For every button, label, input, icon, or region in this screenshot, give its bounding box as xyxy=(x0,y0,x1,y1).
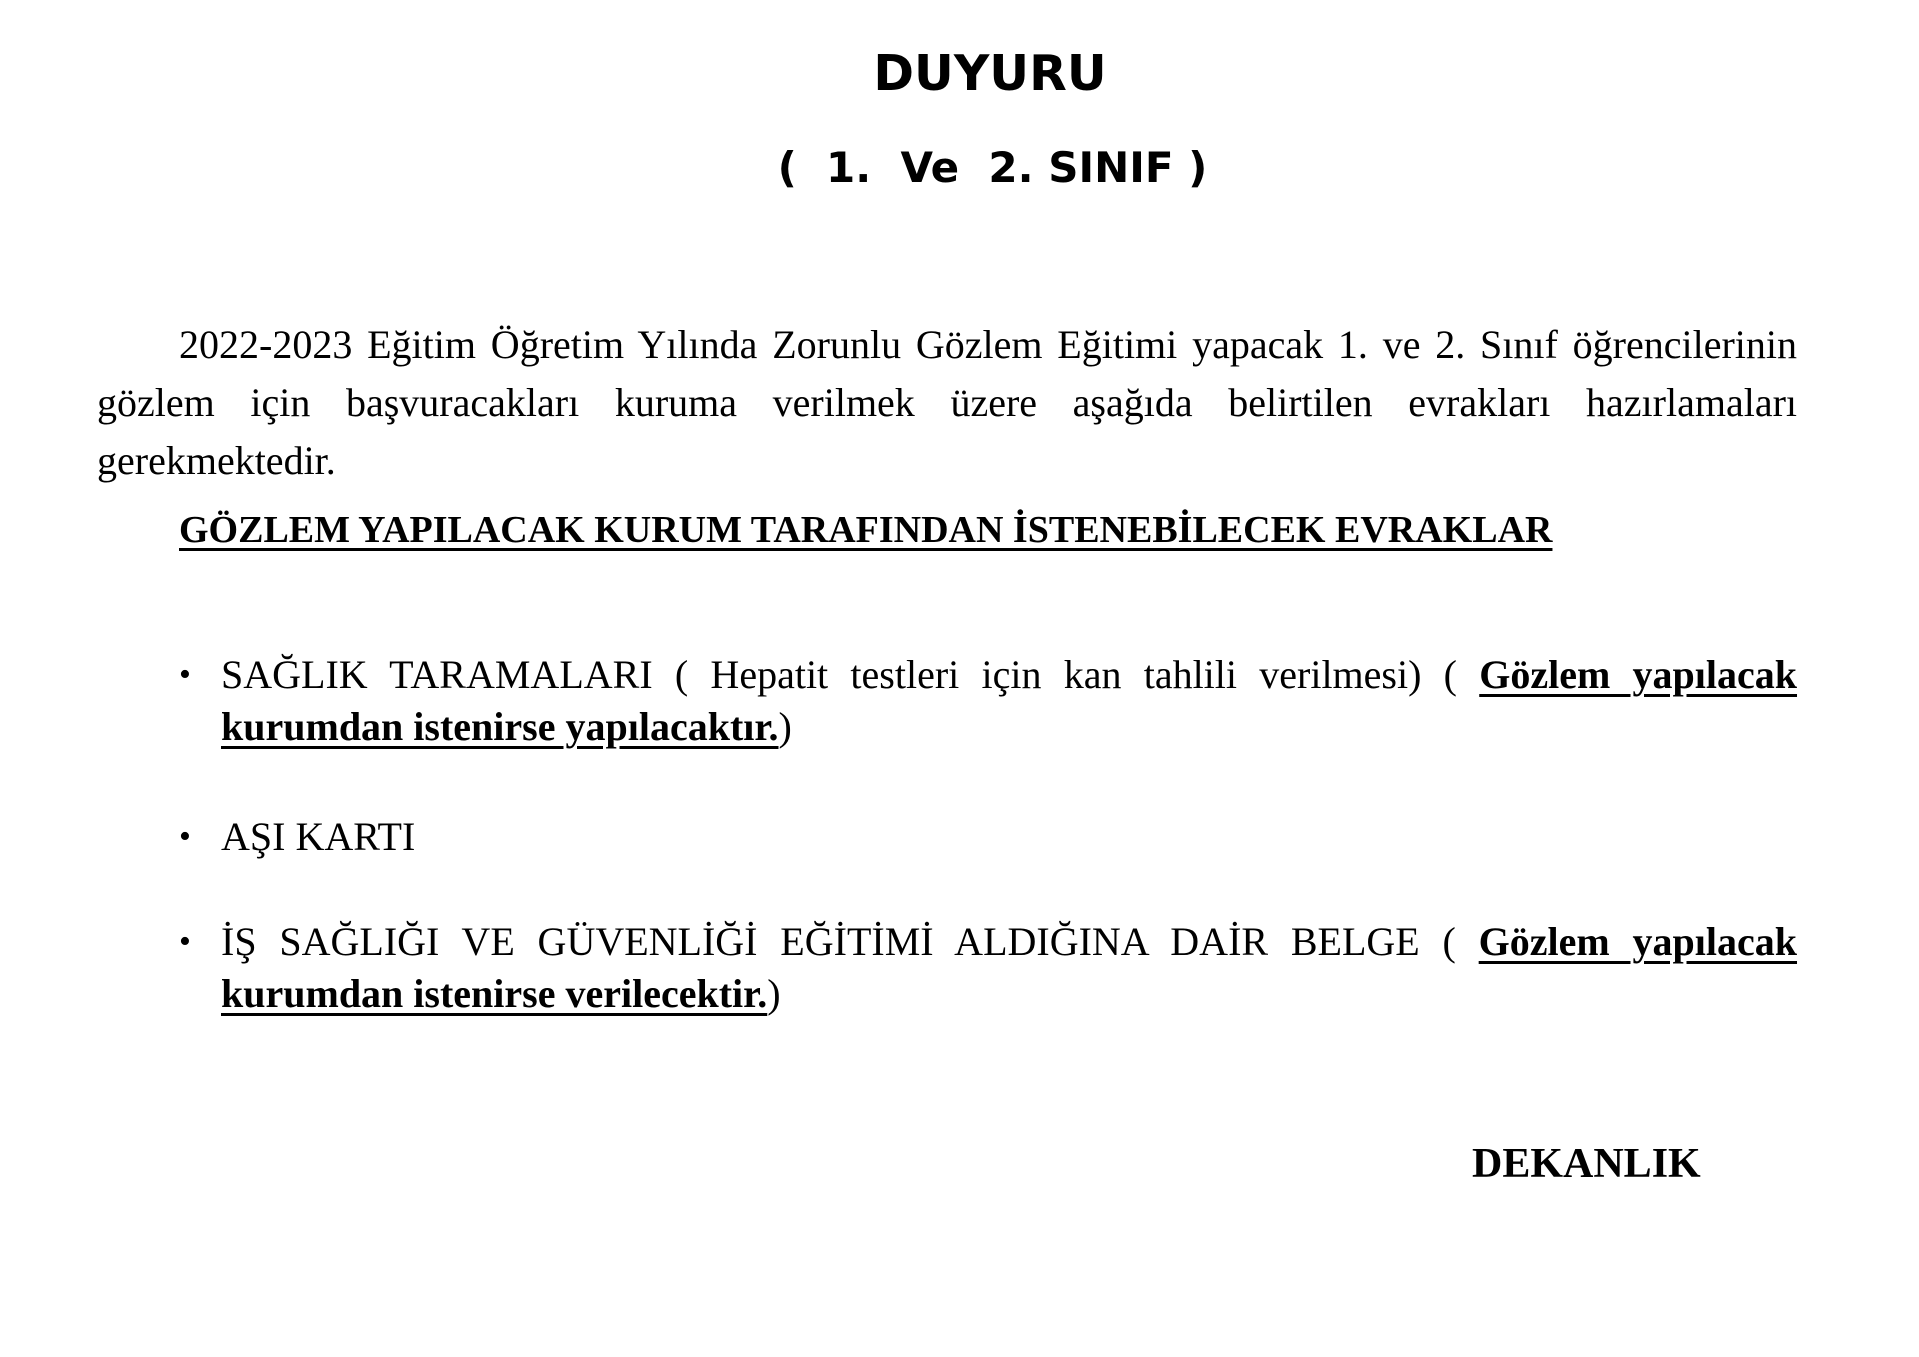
item-suffix: ) xyxy=(767,971,781,1016)
list-item-text xyxy=(221,811,1797,863)
section-heading: GÖZLEM YAPILACAK KURUM TARAFINDAN İSTENEBİLECEK EVRAKLAR xyxy=(179,509,1553,551)
item-suffix: ) xyxy=(778,704,792,749)
item-label: AŞI KARTI xyxy=(221,814,416,859)
item-note: Gözlem yapılacak kurumdan istenirse verilecektir. xyxy=(221,919,1798,1016)
list-item-text xyxy=(221,916,1797,1020)
signature: DEKANLIK xyxy=(1472,1141,1701,1187)
bullet-icon: • xyxy=(179,818,191,855)
item-label: SAĞLIK TARAMALARI ( Hepatit testleri için kan tahlili verilmesi) ( xyxy=(221,652,1480,697)
bullet-icon: • xyxy=(179,656,191,693)
item-note: Gözlem yapılacak kurumdan istenirse yapılacaktır. xyxy=(221,652,1798,749)
list-item-health-screening xyxy=(179,649,1797,753)
list-item-text xyxy=(221,649,1797,753)
list-item-safety-training xyxy=(179,916,1797,1020)
intro-paragraph: 2022-2023 Eğitim Öğretim Yılında Zorunlu Gözlem Eğitimi yapacak 1. ve 2. Sınıf öğrencilerinin gözlem için başvuracakları kuruma verilmek üzere aşağıda belirtilen evrakları hazırlamaları gerekmektedir. xyxy=(97,322,1797,483)
list-item-vaccination-card xyxy=(179,811,1797,863)
page-title: DUYURU xyxy=(873,45,1107,102)
bullet-icon: • xyxy=(179,923,191,960)
item-label: İŞ SAĞLIĞI VE GÜVENLİĞİ EĞİTİMİ ALDIĞINA DAİR BELGE ( xyxy=(221,919,1479,964)
page-subtitle: ( 1. Ve 2. SINIF ) xyxy=(777,143,1208,192)
